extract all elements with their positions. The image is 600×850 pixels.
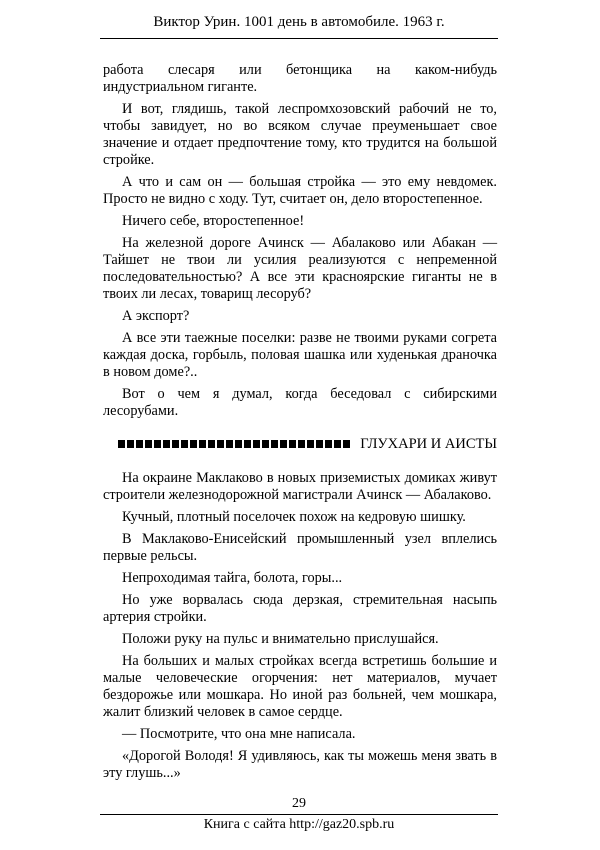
paragraph: Но уже ворвалась сюда дерзкая, стремительная насыпь артерия стройки.	[103, 592, 497, 625]
paragraph: На железной дороге Ачинск — Абалаково или Абакан — Тайшет не твои ли усилия реализуются с непременной последовательностью? А все эти красноярские гиганты не в твоих ли лесах, товарищ лесоруб?	[103, 235, 497, 302]
paragraph: Вот о чем я думал, когда беседовал с сибирскими лесорубами.	[103, 386, 497, 419]
paragraph: А все эти таежные поселки: разве не твоими руками согрета каждая доска, горбыль, половая шашка или худенькая драночка в новом доме?..	[103, 330, 497, 380]
paragraph: «Дорогой Володя! Я удивляюсь, как ты можешь меня звать в эту глушь...»	[103, 748, 497, 781]
footer-rule	[100, 814, 498, 815]
header-rule	[100, 38, 498, 39]
section-heading	[103, 434, 497, 456]
paragraph: А что и сам он — большая стройка — это ему невдомек. Просто не видно с ходу. Тут, считает он, дело второстепенное.	[103, 174, 497, 207]
paragraph: Непроходимая тайга, болота, горы...	[122, 570, 343, 586]
paragraph: работа слесаря или бетонщика на каком-нибудь индустриальном гиганте.	[103, 62, 497, 95]
paragraph: На окраине Маклаково в новых приземистых домиках живут строители железнодорожной магистрали Ачинск — Абалаково.	[103, 470, 497, 503]
page-number: 29	[292, 796, 306, 811]
paragraph: Кучный, плотный поселочек похож на кедровую шишку.	[122, 509, 466, 525]
paragraph: — Посмотрите, что она мне написала.	[122, 726, 356, 742]
section-title: ГЛУХАРИ И АИСТЫ	[360, 436, 497, 452]
paragraph: А экспорт?	[122, 308, 190, 324]
page-body	[103, 62, 497, 787]
paragraph: Положи руку на пульс и внимательно прислушайся.	[122, 631, 439, 647]
paragraph: В Маклаково-Енисейский промышленный узел вплелись первые рельсы.	[103, 531, 497, 564]
paragraph: И вот, глядишь, такой леспромхозовский рабочий не то, чтобы завидует, но во всяком случае преуменьшает свое значение и отдает предпочтение тому, кто трудится на большой стройке.	[103, 101, 497, 168]
paragraph: Ничего себе, второстепенное!	[122, 213, 305, 229]
footer-source: Книга с сайта http://gaz20.spb.ru	[203, 817, 395, 832]
running-header: Виктор Урин. 1001 день в автомобиле. 1963 г.	[153, 14, 445, 30]
section-divider-bar	[118, 440, 351, 448]
paragraph: На больших и малых стройках всегда встретишь большие и малые человеческие огорчения: нет материалов, мучает бездорожье или мошкара. Но иной раз больней, чем мошкара, жалит близкий человек в самое сердце.	[103, 653, 497, 720]
